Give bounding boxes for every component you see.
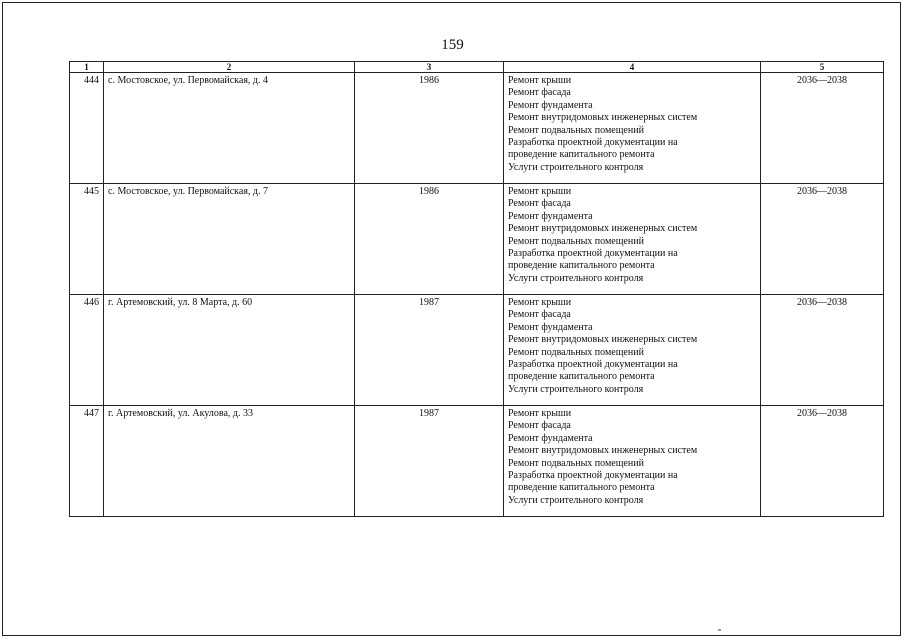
work-item: Разработка проектной документации на bbox=[508, 248, 678, 260]
row-year: 1987 bbox=[355, 406, 504, 517]
row-year: 1986 bbox=[355, 184, 504, 295]
row-period: 2036—2038 bbox=[761, 295, 884, 406]
work-item: Услуги строительного контроля bbox=[508, 494, 644, 506]
row-address: г. Артемовский, ул. 8 Марта, д. 60 bbox=[104, 295, 355, 406]
row-year: 1986 bbox=[355, 73, 504, 184]
work-item: Ремонт подвальных помещений bbox=[508, 124, 644, 136]
work-item: Ремонт фасада bbox=[508, 198, 571, 210]
work-item: Услуги строительного контроля bbox=[508, 161, 644, 173]
column-header-2: 2 bbox=[104, 62, 355, 73]
work-item: Разработка проектной документации на bbox=[508, 137, 678, 149]
column-header-3: 3 bbox=[355, 62, 504, 73]
row-number: 446 bbox=[70, 295, 104, 406]
row-number: 447 bbox=[70, 406, 104, 517]
work-item: проведение капитального ремонта bbox=[508, 149, 655, 161]
table-header-row bbox=[70, 62, 884, 73]
repair-schedule-table bbox=[69, 61, 884, 517]
row-works bbox=[504, 184, 761, 295]
work-item: Ремонт фундамента bbox=[508, 321, 593, 333]
work-item: Ремонт фасада bbox=[508, 87, 571, 99]
work-item: Ремонт подвальных помещений bbox=[508, 235, 644, 247]
work-item: Ремонт фундамента bbox=[508, 99, 593, 111]
work-item: Ремонт фундамента bbox=[508, 210, 593, 222]
work-item: Ремонт подвальных помещений bbox=[508, 457, 644, 469]
row-number: 445 bbox=[70, 184, 104, 295]
work-item: Разработка проектной документации на bbox=[508, 359, 678, 371]
row-works bbox=[504, 406, 761, 517]
work-item: проведение капитального ремонта bbox=[508, 371, 655, 383]
work-item: Ремонт внутридомовых инженерных систем bbox=[508, 112, 698, 124]
work-item: Ремонт подвальных помещений bbox=[508, 346, 644, 358]
row-works bbox=[504, 295, 761, 406]
row-address: с. Мостовское, ул. Первомайская, д. 4 bbox=[104, 73, 355, 184]
column-header-1: 1 bbox=[70, 62, 104, 73]
table-row bbox=[70, 184, 884, 295]
row-year: 1987 bbox=[355, 295, 504, 406]
work-item: Ремонт крыши bbox=[508, 408, 572, 419]
row-works bbox=[504, 73, 761, 184]
row-period: 2036—2038 bbox=[761, 184, 884, 295]
column-header-4: 4 bbox=[504, 62, 761, 73]
work-item: Разработка проектной документации на bbox=[508, 470, 678, 482]
work-item: проведение капитального ремонта bbox=[508, 260, 655, 272]
work-item: Ремонт крыши bbox=[508, 297, 572, 308]
work-item: Ремонт фундамента bbox=[508, 432, 593, 444]
work-item: Ремонт крыши bbox=[508, 186, 572, 197]
row-number: 444 bbox=[70, 73, 104, 184]
scan-speck bbox=[718, 629, 721, 631]
table-row bbox=[70, 73, 884, 184]
work-item: Ремонт фасада bbox=[508, 420, 571, 432]
row-period: 2036—2038 bbox=[761, 73, 884, 184]
work-item: Ремонт внутридомовых инженерных систем bbox=[508, 445, 698, 457]
table-row bbox=[70, 406, 884, 517]
table-row bbox=[70, 295, 884, 406]
row-period: 2036—2038 bbox=[761, 406, 884, 517]
work-item: Ремонт крыши bbox=[508, 75, 572, 86]
row-address: г. Артемовский, ул. Акулова, д. 33 bbox=[104, 406, 355, 517]
page-number: 159 bbox=[441, 37, 464, 53]
work-item: Услуги строительного контроля bbox=[508, 383, 644, 395]
work-item: проведение капитального ремонта bbox=[508, 482, 655, 494]
work-item: Ремонт фасада bbox=[508, 309, 571, 321]
work-item: Ремонт внутридомовых инженерных систем bbox=[508, 334, 698, 346]
work-item: Ремонт внутридомовых инженерных систем bbox=[508, 223, 698, 235]
work-item: Услуги строительного контроля bbox=[508, 272, 644, 284]
column-header-5: 5 bbox=[761, 62, 884, 73]
row-address: с. Мостовское, ул. Первомайская, д. 7 bbox=[104, 184, 355, 295]
